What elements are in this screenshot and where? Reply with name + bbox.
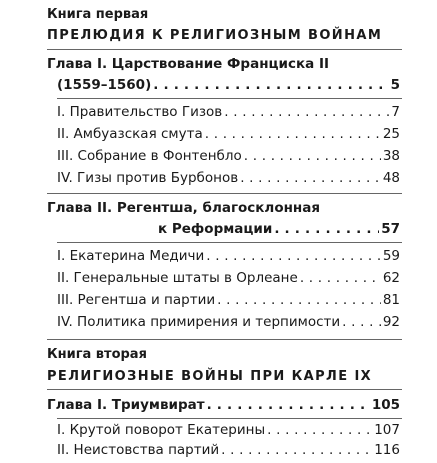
section-divider (47, 193, 402, 194)
page-number: 92 (382, 314, 400, 330)
dot-leader (205, 126, 381, 143)
dot-leader (217, 292, 381, 309)
dot-leader (206, 248, 381, 265)
chapter-title: Глава II. Регентша, благосклонная (47, 200, 321, 216)
toc-entry[interactable] (47, 397, 400, 414)
toc-entry[interactable] (57, 77, 400, 94)
dot-leader (300, 270, 381, 287)
page-number: 48 (382, 170, 400, 186)
page-number: 57 (381, 221, 400, 237)
chapter-title: Глава I. Царствование Франциска II (47, 56, 330, 72)
book-label: Книга вторая (47, 347, 147, 362)
section-title: I. Крутой поворот Екатерины (57, 422, 266, 438)
page-number: 38 (382, 148, 400, 164)
section-title: I. Правительство Гизов (57, 104, 223, 120)
page-number: 62 (382, 270, 400, 286)
section-title: II. Амбуазская смута (57, 126, 203, 142)
chapter-title-continued: (1559–1560) (57, 77, 152, 93)
page-number: 107 (374, 422, 400, 438)
section-title: IV. Гизы против Бурбонов (57, 170, 239, 186)
toc-entry[interactable] (158, 221, 400, 238)
toc-entry[interactable] (57, 170, 400, 187)
page-number: 116 (374, 442, 400, 458)
book-title: ПРЕЛЮДИЯ К РЕЛИГИОЗНЫМ ВОЙНАМ (47, 28, 383, 43)
dot-leader (221, 442, 372, 459)
section-divider (47, 339, 402, 340)
page-number: 105 (371, 397, 400, 413)
section-divider (57, 242, 402, 243)
page-number: 59 (382, 248, 400, 264)
toc-entry[interactable] (57, 422, 400, 439)
toc-entry[interactable] (57, 148, 400, 165)
toc-entry[interactable] (57, 126, 400, 143)
dot-leader (342, 314, 381, 331)
page-number: 25 (382, 126, 400, 142)
section-title: III. Собрание в Фонтенбло (57, 148, 242, 164)
section-divider (47, 49, 402, 50)
book-title: РЕЛИГИОЗНЫЕ ВОЙНЫ ПРИ КАРЛЕ IX (47, 369, 373, 384)
toc-entry[interactable] (57, 248, 400, 265)
dot-leader (207, 397, 370, 414)
book-label: Книга первая (47, 7, 149, 22)
chapter-title: Глава I. Триумвират (47, 397, 205, 413)
page-number: 7 (391, 104, 400, 120)
section-title: IV. Политика примирения и терпимости (57, 314, 341, 330)
section-title: I. Екатерина Медичи (57, 248, 205, 264)
chapter-title-continued: к Реформации (158, 221, 273, 237)
section-title: II. Генеральные штаты в Орлеане (57, 270, 298, 286)
dot-leader (274, 221, 379, 238)
page-number: 5 (390, 77, 400, 93)
dot-leader (240, 170, 381, 187)
toc-entry[interactable] (57, 314, 400, 331)
toc-entry[interactable] (57, 104, 400, 121)
dot-leader (224, 104, 389, 121)
toc-entry[interactable] (57, 270, 400, 287)
section-divider (57, 98, 402, 99)
dot-leader (267, 422, 372, 439)
section-title: III. Регентша и партии (57, 292, 216, 308)
section-title: II. Неистовства партий (57, 442, 220, 458)
toc-entry[interactable] (57, 292, 400, 309)
dot-leader (244, 148, 381, 165)
page-number: 81 (382, 292, 400, 308)
dot-leader (153, 77, 388, 94)
toc-entry[interactable] (57, 442, 400, 459)
section-divider (57, 418, 402, 419)
section-divider (47, 389, 402, 390)
